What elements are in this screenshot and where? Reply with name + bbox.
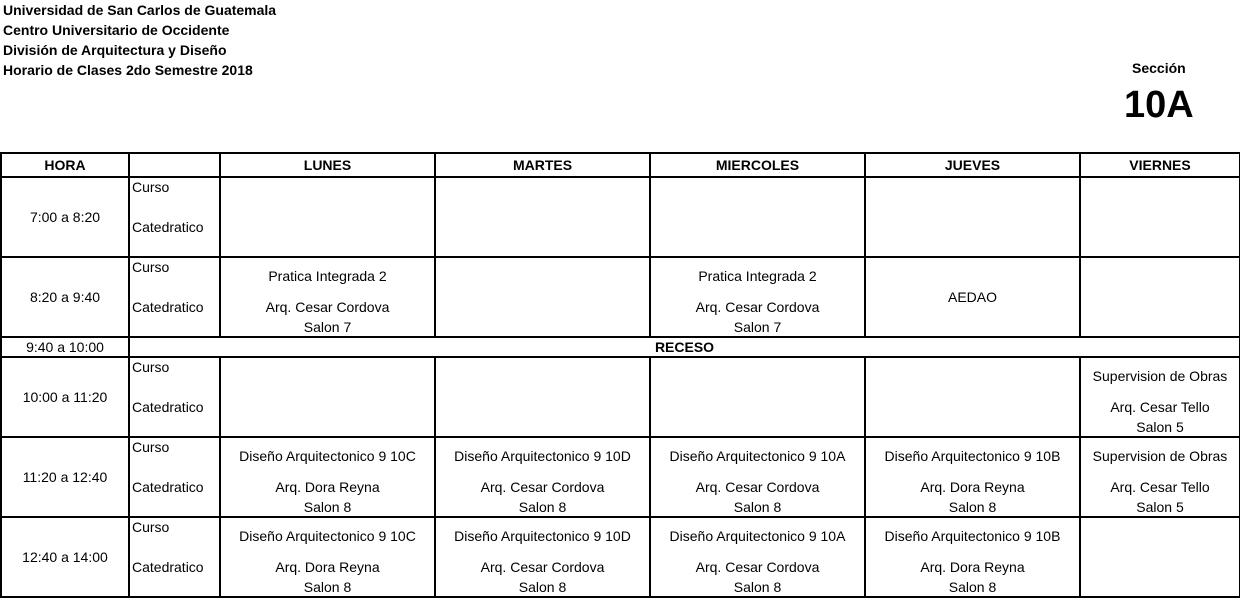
- room-name: Salon 5: [1136, 419, 1184, 435]
- class-cell-viernes: [1080, 437, 1240, 517]
- table-row: [1, 177, 1240, 257]
- class-cell-lunes: [220, 357, 435, 437]
- room-name: Salon 8: [518, 579, 567, 595]
- class-cell-jueves: [865, 257, 1080, 337]
- seccion-label: Sección: [1132, 60, 1186, 76]
- class-cell-viernes: [1080, 257, 1240, 337]
- course-name: Diseño Arquitectonico 9 10B: [884, 448, 1061, 464]
- row-label-cell: [129, 517, 220, 597]
- hour-cell: 7:00 a 8:20: [1, 177, 129, 257]
- hour-cell: 8:20 a 9:40: [1, 257, 129, 337]
- class-cell-lunes: [220, 517, 435, 597]
- class-cell-lunes: [220, 257, 435, 337]
- class-cell-miercoles: [650, 517, 865, 597]
- class-cell-martes: [435, 177, 650, 257]
- receso-row: [1, 337, 1240, 357]
- catedratico-label: Catedratico: [132, 399, 204, 415]
- instructor-name: Arq. Cesar Cordova: [480, 559, 605, 575]
- seccion-value: 10A: [1124, 84, 1194, 126]
- class-cell-miercoles: [650, 357, 865, 437]
- table-row: [1, 437, 1240, 517]
- course-name: Diseño Arquitectonico 9 10C: [239, 528, 416, 544]
- class-cell-miercoles: [650, 437, 865, 517]
- document-header: [3, 0, 276, 80]
- course-name: Diseño Arquitectonico 9 10A: [669, 448, 846, 464]
- col-lunes: LUNES: [220, 153, 435, 177]
- course-name: Pratica Integrada 2: [698, 268, 817, 284]
- course-name: Diseño Arquitectonico 9 10C: [239, 448, 416, 464]
- row-label-cell: [129, 177, 220, 257]
- cell-note: AEDAO: [947, 289, 997, 305]
- col-hora: HORA: [1, 153, 129, 177]
- course-name: Diseño Arquitectonico 9 10D: [454, 528, 631, 544]
- col-miercoles: MIERCOLES: [650, 153, 865, 177]
- table-row: [1, 517, 1240, 597]
- catedratico-label: Catedratico: [132, 219, 204, 235]
- instructor-name: Arq. Dora Reyna: [920, 479, 1025, 495]
- room-name: Salon 8: [948, 499, 997, 515]
- room-name: Salon 7: [733, 319, 782, 335]
- curso-label: Curso: [132, 519, 170, 535]
- instructor-name: Arq. Cesar Cordova: [480, 479, 605, 495]
- class-cell-lunes: [220, 177, 435, 257]
- instructor-name: Arq. Dora Reyna: [275, 559, 380, 575]
- schedule-title: Horario de Clases 2do Semestre 2018: [3, 62, 253, 78]
- course-name: Diseño Arquitectonico 9 10B: [884, 528, 1061, 544]
- catedratico-label: Catedratico: [132, 299, 204, 315]
- class-cell-viernes: [1080, 177, 1240, 257]
- division-name: División de Arquitectura y Diseño: [3, 42, 227, 58]
- row-label-cell: [129, 437, 220, 517]
- instructor-name: Arq. Cesar Cordova: [695, 559, 820, 575]
- room-name: Salon 8: [733, 579, 782, 595]
- hour-cell: 9:40 a 10:00: [1, 337, 129, 357]
- row-label-cell: [129, 257, 220, 337]
- instructor-name: Arq. Cesar Tello: [1110, 399, 1210, 415]
- class-cell-miercoles: [650, 177, 865, 257]
- col-viernes: VIERNES: [1080, 153, 1240, 177]
- instructor-name: Arq. Cesar Cordova: [265, 299, 390, 315]
- class-cell-jueves: [865, 357, 1080, 437]
- instructor-name: Arq. Cesar Tello: [1110, 479, 1210, 495]
- hour-cell: 10:00 a 11:20: [1, 357, 129, 437]
- catedratico-label: Catedratico: [132, 479, 204, 495]
- class-cell-viernes: [1080, 517, 1240, 597]
- room-name: Salon 8: [733, 499, 782, 515]
- col-label: [129, 153, 220, 177]
- hour-cell: 12:40 a 14:00: [1, 517, 129, 597]
- header-row: [1, 153, 1240, 177]
- class-cell-jueves: [865, 437, 1080, 517]
- room-name: Salon 5: [1136, 499, 1184, 515]
- center-name: Centro Universitario de Occidente: [3, 22, 230, 38]
- class-cell-martes: [435, 437, 650, 517]
- class-cell-martes: [435, 257, 650, 337]
- course-name: Diseño Arquitectonico 9 10D: [454, 448, 631, 464]
- table-row: [1, 257, 1240, 337]
- curso-label: Curso: [132, 359, 170, 375]
- room-name: Salon 8: [303, 499, 352, 515]
- table-row: [1, 357, 1240, 437]
- course-name: Supervision de Obras: [1092, 368, 1228, 384]
- course-name: Supervision de Obras: [1092, 448, 1228, 464]
- room-name: Salon 8: [518, 499, 567, 515]
- class-cell-martes: [435, 357, 650, 437]
- instructor-name: Arq. Cesar Cordova: [695, 479, 820, 495]
- row-label-cell: [129, 357, 220, 437]
- class-cell-lunes: [220, 437, 435, 517]
- hour-cell: 11:20 a 12:40: [1, 437, 129, 517]
- curso-label: Curso: [132, 439, 170, 455]
- class-cell-miercoles: [650, 257, 865, 337]
- class-cell-martes: [435, 517, 650, 597]
- col-martes: MARTES: [435, 153, 650, 177]
- class-cell-viernes: [1080, 357, 1240, 437]
- instructor-name: Arq. Dora Reyna: [920, 559, 1025, 575]
- room-name: Salon 8: [948, 579, 997, 595]
- curso-label: Curso: [132, 179, 170, 195]
- instructor-name: Arq. Dora Reyna: [275, 479, 380, 495]
- catedratico-label: Catedratico: [132, 559, 204, 575]
- room-name: Salon 8: [303, 579, 352, 595]
- room-name: Salon 7: [303, 319, 352, 335]
- class-cell-jueves: [865, 177, 1080, 257]
- col-jueves: JUEVES: [865, 153, 1080, 177]
- course-name: Diseño Arquitectonico 9 10A: [669, 528, 846, 544]
- instructor-name: Arq. Cesar Cordova: [695, 299, 820, 315]
- class-cell-jueves: [865, 517, 1080, 597]
- course-name: Pratica Integrada 2: [268, 268, 387, 284]
- schedule-table: [0, 152, 1240, 598]
- university-name: Universidad de San Carlos de Guatemala: [3, 2, 277, 18]
- receso-label: RECESO: [129, 337, 1240, 357]
- curso-label: Curso: [132, 259, 170, 275]
